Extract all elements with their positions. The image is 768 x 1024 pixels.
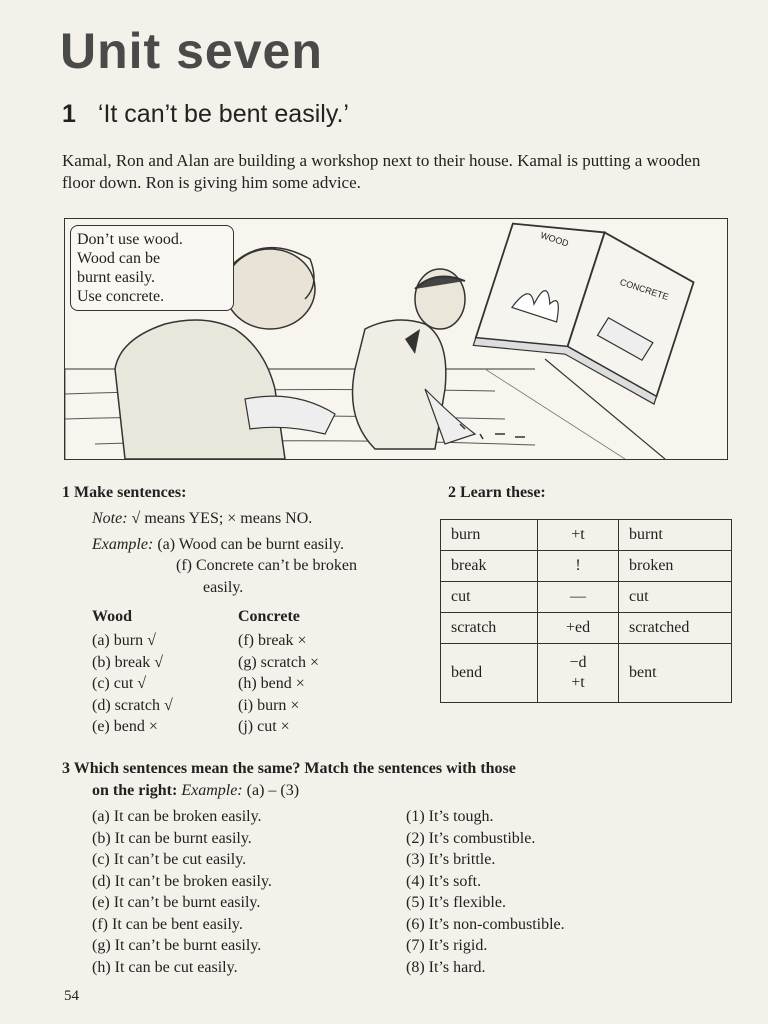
list-item: (c) cut √ (92, 675, 147, 692)
table-cell: broken (619, 551, 732, 582)
table-cell: cut (441, 582, 538, 613)
table-cell: ! (538, 551, 619, 582)
learn-table-wrap (440, 519, 732, 703)
example-f-line1: (f) Concrete can’t be broken (176, 557, 357, 574)
list-item: (2) It’s combustible. (406, 829, 536, 847)
list-item: (5) It’s flexible. (406, 894, 506, 911)
list-item: (h) It can be cut easily. (92, 958, 238, 976)
cell-line: +t (571, 674, 585, 691)
intro-paragraph: Kamal, Ron and Alan are building a workshop next to their house. Kamal is putting a wooden floor down. Ron is giving him some advice. (62, 151, 701, 192)
lesson-title: ‘It can’t be bent easily.’ (97, 100, 349, 128)
example-a: (a) Wood can be burnt easily. (157, 536, 344, 553)
list-item: (8) It’s hard. (406, 958, 486, 976)
speech-line: Wood can be (77, 250, 161, 267)
list-item: (4) It’s soft. (406, 872, 482, 890)
example-f-line2: easily. (203, 579, 244, 596)
left-sentences (92, 806, 272, 978)
exercise3-heading-line2 (92, 782, 299, 800)
list-item: (g) scratch × (238, 653, 319, 671)
learn-table (440, 519, 732, 703)
note-label: Note: (92, 510, 128, 527)
table-cell: cut (619, 582, 732, 613)
note-text: √ means YES; × means NO. (131, 510, 313, 527)
list-item: (b) It can be burnt easily. (92, 829, 252, 847)
right-sentences (406, 806, 565, 978)
unit-title: Unit seven (60, 23, 323, 79)
cell-line: −d (569, 654, 587, 671)
table-cell: bend (441, 644, 538, 703)
list-item: (a) burn √ (92, 632, 156, 649)
table-row (441, 613, 732, 644)
list-item: (a) It can be broken easily. (92, 808, 262, 825)
concrete-heading: Concrete (238, 608, 300, 625)
exercise2-heading: 2 Learn these: (448, 484, 546, 501)
list-item: (e) bend × (92, 718, 158, 735)
list-item: (1) It’s tough. (406, 808, 494, 825)
list-item: (e) It can’t be burnt easily. (92, 894, 261, 911)
list-item: (g) It can’t be burnt easily. (92, 937, 262, 954)
list-item: (6) It’s non-combustible. (406, 915, 565, 933)
speech-bubble (70, 225, 234, 311)
wood-heading: Wood (92, 608, 133, 625)
table-row (441, 520, 732, 551)
table-row (441, 644, 732, 703)
exercise1-example (92, 534, 344, 556)
book-label-wood: WOOD (539, 230, 570, 249)
list-item: (i) burn × (238, 696, 300, 714)
list-item: (3) It’s brittle. (406, 851, 496, 868)
table-cell: bent (619, 644, 732, 703)
page-number: 54 (64, 988, 79, 1004)
concrete-list (238, 630, 319, 738)
list-item: (f) It can be bent easily. (92, 915, 243, 933)
example-label: Example: (92, 536, 154, 553)
book-label-concrete: CONCRETE (618, 276, 670, 303)
exercise1-note (92, 508, 312, 530)
table-cell (538, 644, 619, 703)
list-item: (j) cut × (238, 718, 290, 735)
table-cell: — (538, 582, 619, 613)
table-row (441, 582, 732, 613)
table-cell: scratch (441, 613, 538, 644)
example-label: Example: (181, 782, 243, 799)
table-cell: +ed (538, 613, 619, 644)
exercise1-heading: 1 Make sentences: (62, 484, 187, 501)
list-item: (h) bend × (238, 675, 305, 692)
list-item: (7) It’s rigid. (406, 937, 488, 954)
heading-line2-text: on the right: (92, 782, 178, 799)
example-value: (a) – (3) (246, 782, 300, 799)
list-item: (b) break √ (92, 653, 163, 671)
list-item: (d) scratch √ (92, 696, 173, 714)
speech-line: Use concrete. (77, 288, 165, 305)
speech-line: burnt easily. (77, 269, 156, 286)
list-item: (d) It can’t be broken easily. (92, 872, 272, 890)
list-item: (c) It can’t be cut easily. (92, 851, 247, 868)
table-cell: burn (441, 520, 538, 551)
wood-list (92, 630, 173, 738)
list-item: (f) break × (238, 632, 307, 649)
speech-line: Don’t use wood. (77, 231, 183, 248)
table-cell: +t (538, 520, 619, 551)
exercise3-heading-line1: 3 Which sentences mean the same? Match the sentences with those (62, 760, 516, 777)
table-row (441, 551, 732, 582)
lesson-number: 1 (62, 100, 76, 128)
table-cell: break (441, 551, 538, 582)
lesson-heading (62, 100, 349, 129)
table-cell: burnt (619, 520, 732, 551)
table-cell: scratched (619, 613, 732, 644)
